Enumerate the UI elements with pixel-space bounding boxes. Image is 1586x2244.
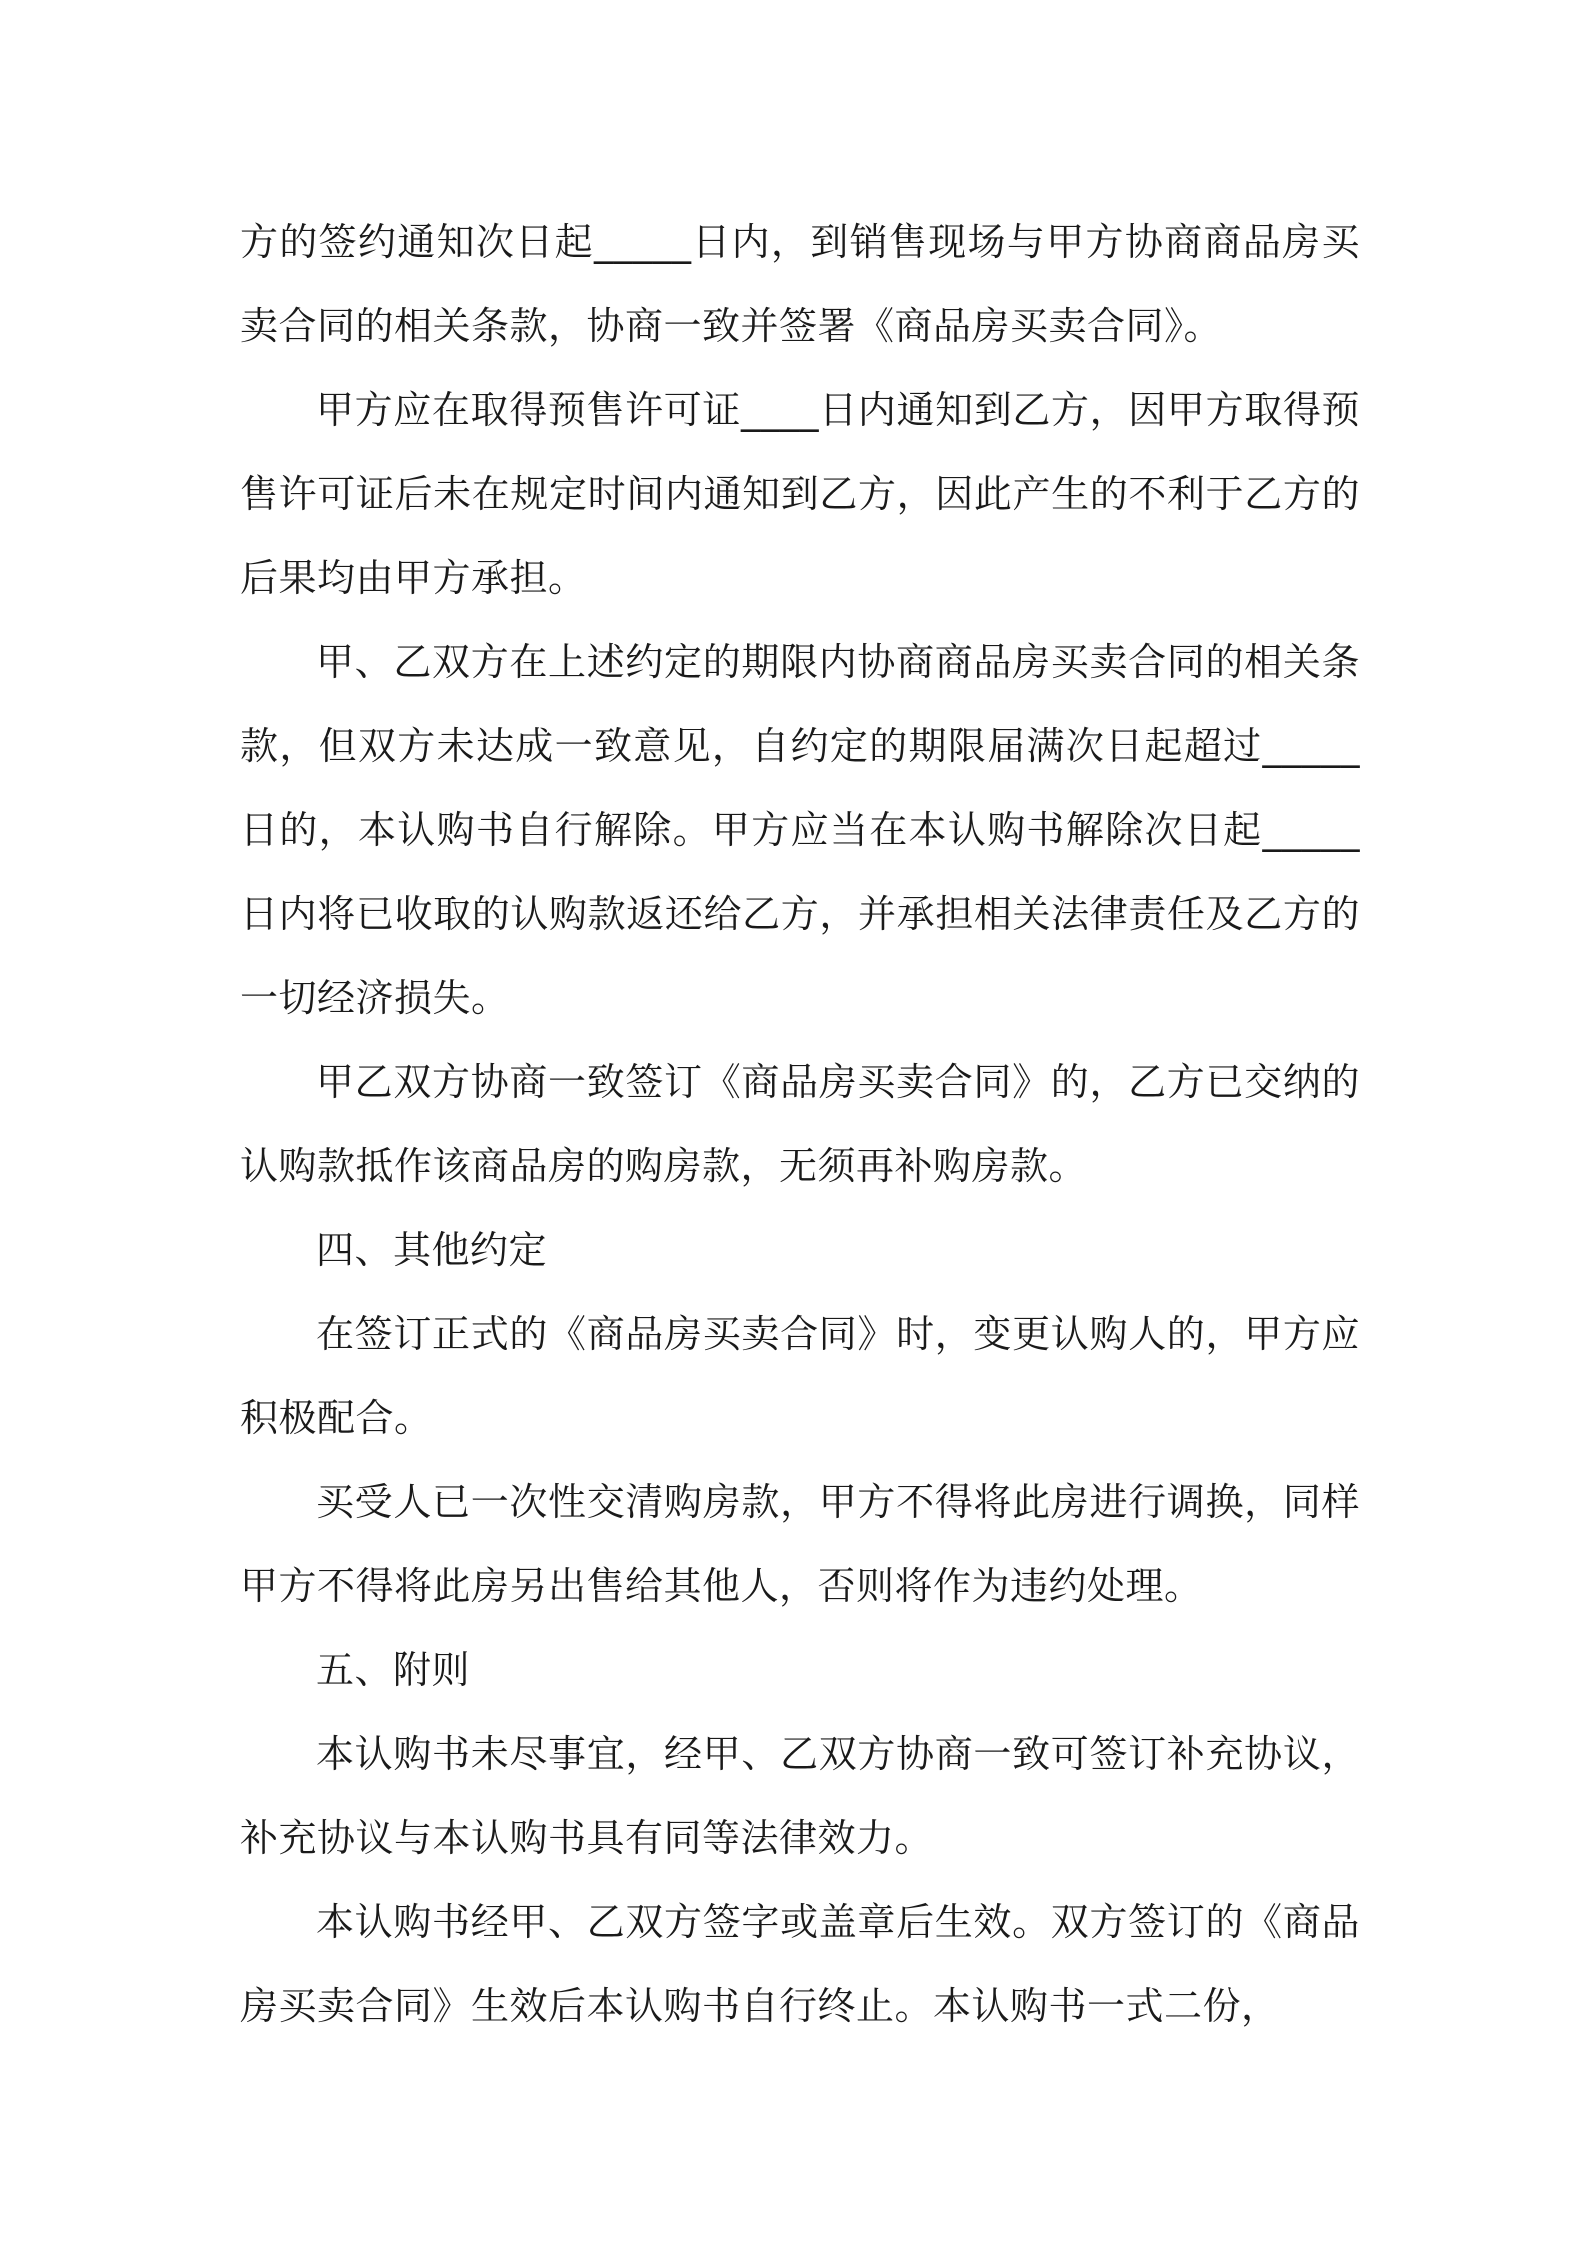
paragraph-no-exchange: 买受人已一次性交清购房款，甲方不得将此房进行调换，同样甲方不得将此房另出售给其他人，否则将作为违约处理。 [240, 1480, 1360, 1608]
paragraph-deposit-offset: 甲乙双方协商一致签订《商品房买卖合同》的，乙方已交纳的认购款抵作该商品房的购房款，无须再补购房款。 [240, 1060, 1360, 1188]
paragraph-signing-notice: 方的签约通知次日起_____日内，到销售现场与甲方协商商品房买卖合同的相关条款，协商一致并签署《商品房买卖合同》。 [240, 220, 1360, 348]
paragraph-termination: 甲、乙双方在上述约定的期限内协商商品房买卖合同的相关条款，但双方未达成一致意见，自约定的期限届满次日起超过_____日的，本认购书自行解除。甲方应当在本认购书解除次日起_____日内将已收取的认购款返还给乙方，并承担相关法律责任及乙方的一切经济损失。 [240, 640, 1360, 1020]
document-page [240, 200, 1360, 2048]
section-heading-other-terms: 四、其他约定 [316, 1228, 548, 1272]
paragraph-effectiveness: 本认购书经甲、乙双方签字或盖章后生效。双方签订的《商品房买卖合同》生效后本认购书自行终止。本认购书一式二份， [240, 1900, 1360, 2028]
section-heading-supplementary: 五、附则 [316, 1648, 471, 1692]
paragraph-supplementary-agreement: 本认购书未尽事宜，经甲、乙双方协商一致可签订补充协议，补充协议与本认购书具有同等法律效力。 [240, 1732, 1360, 1860]
paragraph-change-buyer: 在签订正式的《商品房买卖合同》时，变更认购人的，甲方应积极配合。 [240, 1312, 1360, 1440]
paragraph-presale-permit: 甲方应在取得预售许可证____日内通知到乙方，因甲方取得预售许可证后未在规定时间内通知到乙方，因此产生的不利于乙方的后果均由甲方承担。 [240, 388, 1360, 600]
